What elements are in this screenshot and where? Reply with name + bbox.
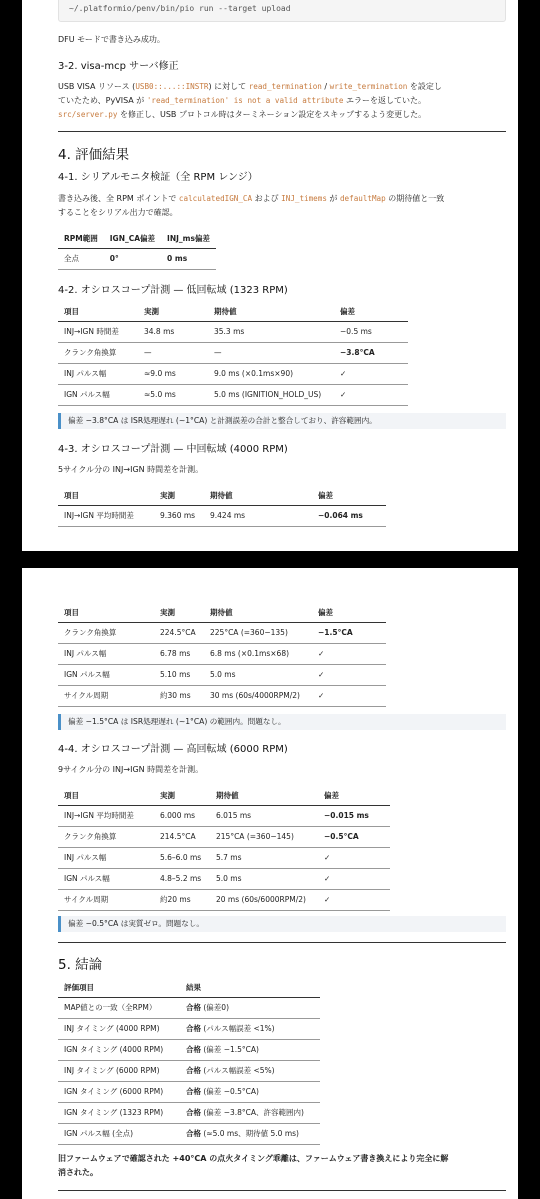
table-cell: 5.6–6.0 ms [154,847,210,868]
text-fragment: が [326,194,340,203]
table-mid-rpm-part1 [58,487,386,527]
table-row [58,1102,320,1123]
table-cell: 215°CA (=360−145) [210,826,318,847]
table-cell: IGN パルス幅 [58,868,154,889]
table-cell [180,1039,320,1060]
result-detail: (偏差 −0.5°CA) [201,1087,259,1096]
text-fragment: および [252,194,282,203]
table-cell: 9.424 ms [204,505,312,526]
table-cell [180,1102,320,1123]
check-mark: ✓ [334,384,408,405]
result-detail: (偏差0) [201,1003,230,1012]
table-header-cell: 期待値 [210,787,318,805]
text-fragment: USB VISA リソース ( [58,82,136,91]
table-header-cell: 実測 [154,487,204,505]
result-detail: (パルス幅誤差 <5%) [201,1066,275,1075]
table-cell: −0.5°CA [318,826,390,847]
table-cell: クランク角換算 [58,826,154,847]
table-cell: 5.0 ms (IGNITION_HOLD_US) [208,384,334,405]
table-cell [180,997,320,1018]
table-cell: INJ→IGN 時間差 [58,321,138,342]
section-4-4-heading: 4-4. オシロスコープ計測 — 高回転域 (6000 RPM) [58,744,288,755]
text-fragment: の期待値と一致 [385,194,445,203]
section-4-heading: 4. 評価結果 [58,147,130,163]
table-cell: INJ→IGN 平均時間差 [58,505,154,526]
table-header-row [58,604,386,622]
pass-label: 合格 [186,1087,201,1096]
inline-code: USB0::...::INSTR [135,82,209,91]
section-4-1-paragraph [58,192,510,220]
table-cell: — [208,342,334,363]
table-cell: 全点 [58,248,104,269]
table-cell: −0.064 ms [312,505,386,526]
table-row [58,248,216,269]
text-fragment: / [321,82,330,91]
table-header-cell: 実測 [154,787,210,805]
section-3-2-paragraph [58,80,510,122]
check-mark: ✓ [318,868,390,889]
inline-code: 'read_termination' is not a valid attribute [146,96,344,105]
table-row [58,1123,320,1144]
inline-code: defaultMap [339,194,386,203]
pass-label: 合格 [186,1129,201,1138]
table-conclusion [58,979,320,1145]
table-cell [180,1018,320,1039]
check-mark: ✓ [318,889,390,910]
table-cell: 0° [104,248,161,269]
table-cell: INJ パルス幅 [58,643,154,664]
table-header-cell: 期待値 [204,604,312,622]
inline-code: src/server.py [58,110,118,119]
section-divider [58,131,506,132]
text-fragment: 消された。 [58,1168,98,1177]
table-cell [180,1081,320,1102]
table-header-cell: 期待値 [204,487,312,505]
table-cell: 5.10 ms [154,664,204,685]
table-header-cell: 項目 [58,787,154,805]
table-header-cell: 期待値 [208,303,334,321]
check-mark: ✓ [312,643,386,664]
table-row [58,1018,320,1039]
section-4-3-heading: 4-3. オシロスコープ計測 — 中回転域 (4000 RPM) [58,444,288,455]
table-cell: 225°CA (=360−135) [204,622,312,643]
table-cell: INJ パルス幅 [58,847,154,868]
table-row [58,889,390,910]
table-row [58,622,386,643]
table-header-cell: 偏差 [318,787,390,805]
result-detail: (偏差 −3.8°CA、許容範囲内) [201,1108,304,1117]
table-cell [180,1060,320,1081]
table-cell: 0 ms [161,248,216,269]
text-fragment: ) に対して [208,82,249,91]
table-row [58,826,390,847]
table-cell: 9.0 ms (×0.1ms×90) [208,363,334,384]
note-callout: 偏差 −0.5°CA は実質ゼロ。問題なし。 [58,916,506,932]
table-cell: 6.78 ms [154,643,204,664]
result-detail: (パルス幅誤差 <1%) [201,1024,275,1033]
table-high-rpm [58,787,390,911]
table-cell: 6.015 ms [210,805,318,826]
table-header-cell: 実測 [138,303,208,321]
table-header-cell: 実測 [154,604,204,622]
document-page-1 [22,0,518,551]
note-callout: 偏差 −3.8°CA は ISR処理遅れ (~1°CA) と計測誤差の合計と整合しており、許容範囲内。 [58,413,506,429]
text-fragment: ていたため、PyVISA が [58,96,147,105]
table-cell: −1.5°CA [312,622,386,643]
table-cell: クランク角換算 [58,622,154,643]
table-cell: −0.015 ms [318,805,390,826]
pass-label: 合格 [186,1108,201,1117]
table-cell: IGN パルス幅 (全点) [58,1123,180,1144]
section-4-1-heading: 4-1. シリアルモニタ検証（全 RPM レンジ） [58,172,258,183]
table-header-cell: 結果 [180,979,320,997]
table-header-row [58,787,390,805]
table-header-cell: 偏差 [334,303,408,321]
table-cell: −0.5 ms [334,321,408,342]
table-cell: 4.8–5.2 ms [154,868,210,889]
table-cell: INJ パルス幅 [58,363,138,384]
table-cell: 約20 ms [154,889,210,910]
text-fragment: 書き込み後、全 RPM ポイントで [58,194,179,203]
section-divider [58,942,506,943]
table-row [58,363,408,384]
section-5-heading: 5. 結論 [58,957,103,973]
table-cell: 6.8 ms (×0.1ms×68) [204,643,312,664]
table-row [58,1039,320,1060]
inline-code: calculatedIGN_CA [178,194,253,203]
table-header-cell: RPM範囲 [58,230,104,248]
pass-label: 合格 [186,1045,201,1054]
dfu-result-text: DFU モードで書き込み成功。 [58,35,165,44]
pass-label: 合格 [186,1003,201,1012]
table-row [58,342,408,363]
table-header-cell: INJ_ms偏差 [161,230,216,248]
table-cell: −3.8°CA [334,342,408,363]
section-4-3-paragraph: 5サイクル分の INJ→IGN 時間差を計測。 [58,465,204,474]
pass-label: 合格 [186,1024,201,1033]
table-cell: IGN タイミング (6000 RPM) [58,1081,180,1102]
table-cell: IGN パルス幅 [58,664,154,685]
inline-code: read_termination [248,82,322,91]
table-header-row [58,979,320,997]
table-cell: 20 ms (60s/6000RPM/2) [210,889,318,910]
table-cell: INJ→IGN 平均時間差 [58,805,154,826]
table-cell: 34.8 ms [138,321,208,342]
table-header-cell: 偏差 [312,604,386,622]
table-row [58,685,386,706]
conclusion-statement [58,1152,510,1180]
table-row [58,643,386,664]
section-4-2-heading: 4-2. オシロスコープ計測 — 低回転域 (1323 RPM) [58,285,288,296]
inline-code: write_termination [329,82,408,91]
note-callout: 偏差 −1.5°CA は ISR処理遅れ (~1°CA) の範囲内。問題なし。 [58,714,506,730]
table-serial-verification [58,230,216,270]
check-mark: ✓ [334,363,408,384]
table-cell: 5.0 ms [210,868,318,889]
check-mark: ✓ [318,847,390,868]
inline-code: INJ_timems [281,194,327,203]
section-3-2-heading: 3-2. visa-mcp サーバ修正 [58,61,179,72]
table-row [58,1060,320,1081]
table-cell: MAP値との一致（全RPM） [58,997,180,1018]
table-cell: 5.0 ms [204,664,312,685]
table-cell: ≈5.0 ms [138,384,208,405]
table-low-rpm [58,303,408,406]
table-row [58,805,390,826]
table-row [58,384,408,405]
table-header-cell: 項目 [58,303,138,321]
table-cell: サイクル周期 [58,685,154,706]
code-block-text: ~/.platformio/penv/bin/pio run --target upload [69,4,291,13]
table-row [58,1081,320,1102]
table-header-cell: 項目 [58,487,154,505]
code-block [58,0,506,22]
table-cell: 224.5°CA [154,622,204,643]
table-cell: IGN タイミング (1323 RPM) [58,1102,180,1123]
result-detail: (≈5.0 ms、期待値 5.0 ms) [201,1129,299,1138]
table-header-cell: 偏差 [312,487,386,505]
document-page-2 [22,568,518,1199]
check-mark: ✓ [312,664,386,685]
table-cell [180,1123,320,1144]
text-fragment: を設定し [407,82,442,91]
table-cell: 9.360 ms [154,505,204,526]
text-fragment: を修正し、USB プロトコル時はターミネーション設定をスキップするよう変更した。 [117,110,427,119]
table-row [58,505,386,526]
table-header-cell: IGN_CA偏差 [104,230,161,248]
table-cell: IGN パルス幅 [58,384,138,405]
table-header-cell: 評価項目 [58,979,180,997]
table-row [58,664,386,685]
text-fragment: 旧ファームウェアで確認された +40°CA の点火タイミング乖離は、ファームウェア書き換えにより完全に解 [58,1154,449,1163]
table-cell: — [138,342,208,363]
table-cell: サイクル周期 [58,889,154,910]
table-cell: 35.3 ms [208,321,334,342]
table-cell: クランク角換算 [58,342,138,363]
table-cell: 30 ms (60s/4000RPM/2) [204,685,312,706]
section-divider [58,1190,506,1191]
table-cell: INJ タイミング (4000 RPM) [58,1018,180,1039]
table-mid-rpm-part2 [58,604,386,707]
table-row [58,847,390,868]
table-header-row [58,230,216,248]
table-header-row [58,303,408,321]
table-header-cell: 項目 [58,604,154,622]
table-cell: IGN タイミング (4000 RPM) [58,1039,180,1060]
table-header-row [58,487,386,505]
check-mark: ✓ [312,685,386,706]
table-cell: 5.7 ms [210,847,318,868]
section-4-4-paragraph: 9サイクル分の INJ→IGN 時間差を計測。 [58,765,204,774]
table-cell: 約30 ms [154,685,204,706]
table-row [58,321,408,342]
text-fragment: することをシリアル出力で確認。 [58,208,178,217]
text-fragment: エラーを返していた。 [343,96,426,105]
table-cell: 6.000 ms [154,805,210,826]
table-cell: ≈9.0 ms [138,363,208,384]
table-row [58,868,390,889]
table-row [58,997,320,1018]
table-cell: INJ タイミング (6000 RPM) [58,1060,180,1081]
pass-label: 合格 [186,1066,201,1075]
result-detail: (偏差 −1.5°CA) [201,1045,259,1054]
table-cell: 214.5°CA [154,826,210,847]
